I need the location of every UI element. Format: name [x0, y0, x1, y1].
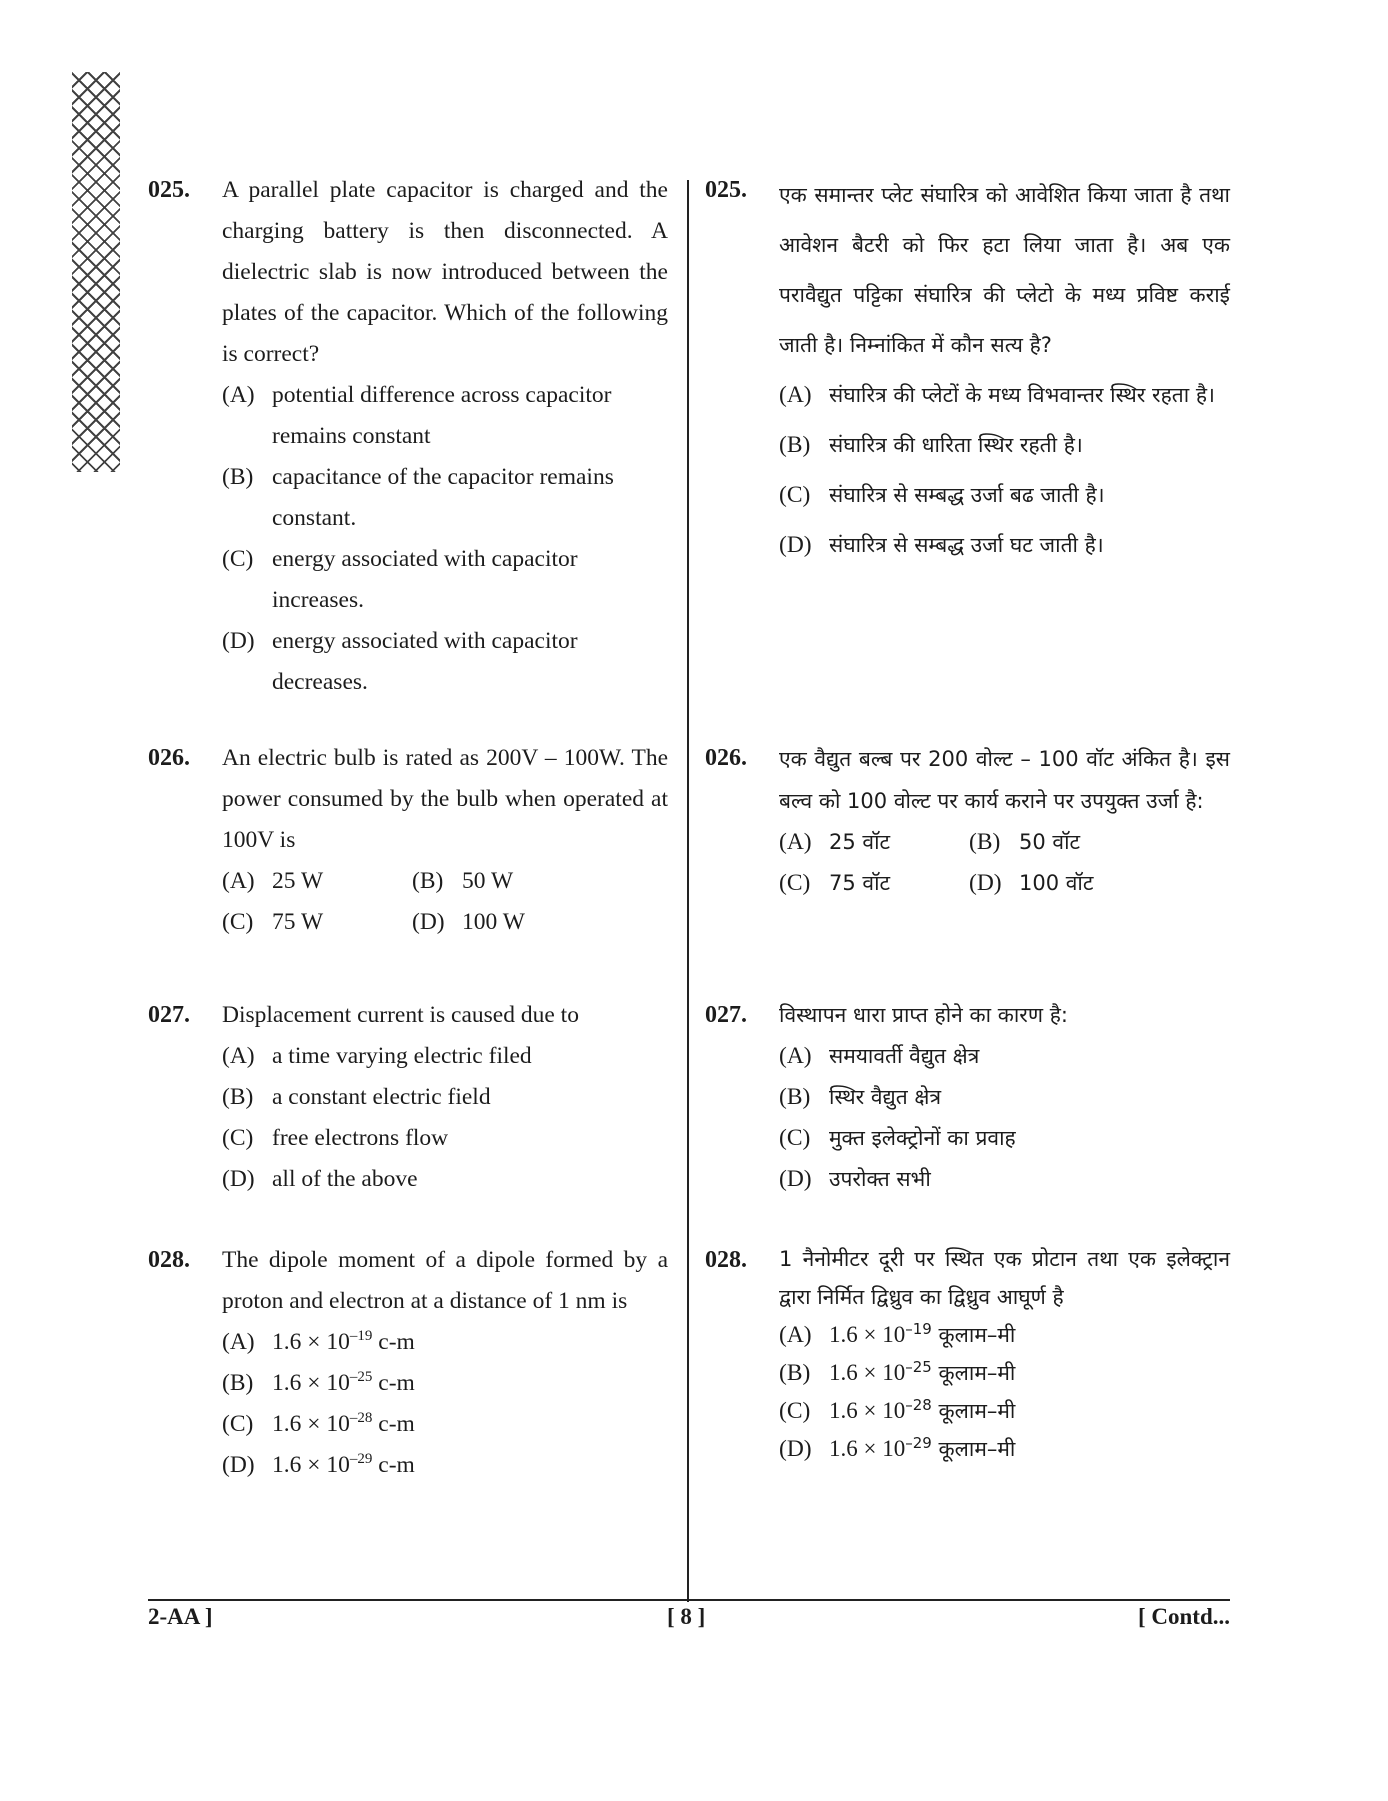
question-text: विस्थापन धारा प्राप्त होने का कारण है: — [779, 1003, 1068, 1027]
option-a: (A) $1.6 \times 10^{-19}$ कूलाम–मी — [779, 1320, 1016, 1348]
question-number: 028. — [705, 1247, 747, 1273]
option-a: (A) 25 वॉट — [779, 829, 891, 855]
option-d: (D) $1.6 \times 10^{-29}$ c-m — [222, 1451, 415, 1478]
question-number: 026. — [148, 745, 190, 771]
option-d: (D) all of the above — [222, 1166, 418, 1192]
question-025-hi — [705, 170, 1230, 570]
question-026-en — [148, 738, 668, 943]
column-divider — [687, 180, 689, 1602]
option-d: (D) $1.6 \times 10^{-29}$ कूलाम–मी — [779, 1434, 1016, 1462]
option-c: (C) free electrons flow — [222, 1125, 449, 1151]
option-a: (A) 25 W — [222, 868, 324, 894]
question-text: एक वैद्युत बल्ब पर 200 वोल्ट – 100 वॉट अंकित है। इस बल्व को 100 वोल्ट पर कार्य कराने पर उपयुक्त उर्जा है: — [779, 747, 1230, 813]
option-b: (B) $1.6 \times 10^{-25}$ c-m — [222, 1369, 415, 1396]
option-b: (B) $1.6 \times 10^{-25}$ कूलाम–मी — [779, 1358, 1016, 1386]
option-c: (C) 75 वॉट — [779, 870, 891, 896]
question-text: The dipole moment of a dipole formed by a proton and electron at a distance of 1 nm is — [222, 1247, 668, 1314]
page-number: [ 8 ] — [667, 1604, 706, 1629]
question-number: 025. — [148, 177, 190, 203]
question-028-hi — [705, 1240, 1230, 1468]
option-b: (B) संघारित्र की धारिता स्थिर रहती है। — [779, 432, 1083, 458]
question-number: 026. — [705, 745, 747, 771]
option-d: (D) 100 वॉट — [969, 870, 1094, 896]
option-c: (C) 75 W — [222, 909, 324, 935]
option-c: (C) $1.6 \times 10^{-28}$ कूलाम–मी — [779, 1396, 1016, 1424]
question-text: A parallel plate capacitor is charged and the charging battery is then disconnected. A dielectric slab is now introduced between the plates of the capacitor. Which of the following is correct? — [222, 177, 668, 367]
option-d: (D) उपरोक्त सभी — [779, 1166, 931, 1192]
question-025-en — [148, 170, 668, 703]
paper-code: 2-AA ] — [148, 1604, 213, 1629]
option-b: (B) 50 W — [412, 868, 514, 894]
option-a: (A) a time varying electric filed — [222, 1043, 532, 1069]
option-b: (B) स्थिर वैद्युत क्षेत्र — [779, 1084, 942, 1110]
continued-note: [ Contd... — [1137, 1604, 1230, 1629]
option-c: (C) मुक्त इलेक्ट्रोनों का प्रवाह — [779, 1125, 1016, 1151]
question-026-hi — [705, 738, 1230, 904]
question-number: 028. — [148, 1247, 190, 1273]
option-a: (A) $1.6 \times 10^{-19}$ c-m — [222, 1328, 415, 1355]
footer-rule — [148, 1599, 1230, 1601]
option-a: (A) potential difference across capacitor remains constant — [222, 382, 612, 449]
side-pattern-mark — [72, 72, 120, 472]
question-text: Displacement current is caused due to — [222, 1002, 579, 1028]
question-text: एक समान्तर प्लेट संघारित्र को आवेशित किया जाता है तथा आवेशन बैटरी को फिर हटा लिया जाता है। अब एक परावैद्युत पट्टिका संघारित्र की प्लेटो के मध्य प्रविष्ट कराई जाती है। निम्नांकित में कौन सत्य है? — [779, 183, 1230, 357]
option-a: (A) संघारित्र की प्लेटों के मध्य विभवान्तर स्थिर रहता है। — [779, 382, 1215, 408]
question-text: 1 नैनोमीटर दूरी पर स्थित एक प्रोटान तथा एक इलेक्ट्रान द्वारा निर्मित द्विध्रुव का द्विध्रुव आघूर्ण है — [779, 1247, 1230, 1309]
option-b: (B) capacitance of the capacitor remains constant. — [222, 464, 614, 531]
option-b: (B) a constant electric field — [222, 1084, 491, 1110]
question-027-en — [148, 995, 668, 1200]
option-c: (C) संघारित्र से सम्बद्ध उर्जा बढ जाती है। — [779, 482, 1105, 508]
question-number: 027. — [705, 1002, 747, 1028]
option-d: (D) संघारित्र से सम्बद्ध उर्जा घट जाती है। — [779, 532, 1104, 558]
question-027-hi — [705, 995, 1230, 1200]
question-number: 027. — [148, 1002, 190, 1028]
question-028-en — [148, 1240, 668, 1486]
option-b: (B) 50 वॉट — [969, 829, 1081, 855]
option-d: (D) energy associated with capacitor decreases. — [222, 628, 578, 695]
question-number: 025. — [705, 177, 747, 203]
question-text: An electric bulb is rated as 200V – 100W. The power consumed by the bulb when operated at 100V is — [222, 745, 668, 853]
option-d: (D) 100 W — [412, 909, 525, 935]
option-c: (C) $1.6 \times 10^{-28}$ c-m — [222, 1410, 415, 1437]
option-c: (C) energy associated with capacitor increases. — [222, 546, 578, 613]
option-a: (A) समयावर्ती वैद्युत क्षेत्र — [779, 1043, 980, 1069]
